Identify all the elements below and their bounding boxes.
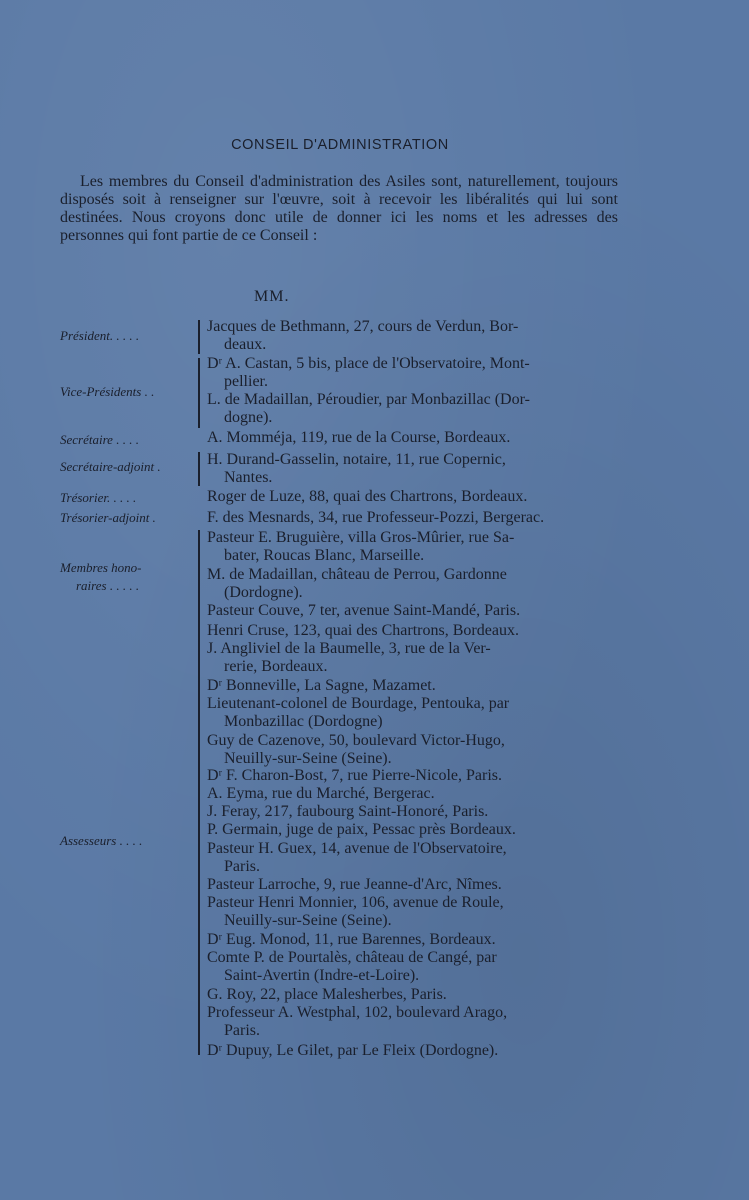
line-bonneville: Dʳ Bonneville, La Sagne, Mazamet.	[207, 677, 436, 694]
line-madaillan-m-cont: (Dordogne).	[224, 584, 303, 601]
line-couve: Pasteur Couve, 7 ter, avenue Saint-Mandé, Paris.	[207, 602, 521, 619]
line-cazenove-cont: Neuilly-sur-Seine (Seine).	[224, 750, 392, 767]
line-angliviel-cont: rerie, Bordeaux.	[224, 658, 328, 675]
brace-president	[198, 320, 200, 354]
label-president: Président. . . . .	[60, 328, 140, 343]
line-angliviel: J. Angliviel de la Baumelle, 3, rue de la Ver-	[207, 640, 491, 657]
line-pourtales: Comte P. de Pourtalès, château de Cangé, par	[207, 949, 497, 966]
line-bourdage: Lieutenant-colonel de Bourdage, Pentouka, par	[207, 695, 510, 712]
brace-secretaire-adjoint	[198, 452, 200, 486]
line-guex: Pasteur H. Guex, 14, avenue de l'Observatoire,	[207, 840, 507, 857]
line-monnier-cont: Neuilly-sur-Seine (Seine).	[224, 912, 392, 929]
line-castan-cont: pellier.	[224, 373, 268, 390]
line-mesnards: F. des Mesnards, 34, rue Professeur-Pozzi, Bergerac.	[207, 509, 545, 526]
line-monnier: Pasteur Henri Monnier, 106, avenue de Roule,	[207, 894, 504, 911]
line-westphal-cont: Paris.	[224, 1022, 260, 1039]
label-tresorier-adjoint: Trésorier-adjoint .	[60, 510, 156, 525]
line-madaillan-m: M. de Madaillan, château de Perrou, Gardonne	[207, 566, 507, 583]
line-bruguiere-cont: bater, Roucas Blanc, Marseille.	[224, 547, 425, 564]
line-madaillan-l: L. de Madaillan, Péroudier, par Monbazillac (Dor-	[207, 391, 530, 408]
mm-heading: MM.	[254, 288, 290, 305]
line-larroche: Pasteur Larroche, 9, rue Jeanne-d'Arc, Nîmes.	[207, 876, 502, 893]
line-westphal: Professeur A. Westphal, 102, boulevard Arago,	[207, 1004, 508, 1021]
line-pourtales-cont: Saint-Avertin (Indre-et-Loire).	[224, 967, 420, 984]
line-roy: G. Roy, 22, place Malesherbes, Paris.	[207, 986, 447, 1003]
line-cazenove: Guy de Cazenove, 50, boulevard Victor-Hugo,	[207, 732, 505, 749]
label-vice-presidents: Vice-Présidents . .	[60, 384, 155, 399]
label-secretaire-adjoint: Secrétaire-adjoint .	[60, 459, 161, 474]
line-eyma: A. Eyma, rue du Marché, Bergerac.	[207, 785, 435, 802]
page-title: CONSEIL D'ADMINISTRATION	[231, 137, 449, 153]
label-assesseurs: Assesseurs . . . .	[60, 833, 143, 848]
intro-text: Les membres du Conseil d'administration des Asiles sont, naturellement, toujours disposés soit à renseigner sur l'œuvre, soit à recevoir les libéralités qui lui sont destinées. Nous croyons donc utile de donner ici les noms et les adresses des personnes qui font partie de ce Conseil :	[60, 173, 618, 244]
line-madaillan-l-cont: dogne).	[224, 409, 273, 426]
label-membres-honoraires-2: raires . . . . .	[76, 578, 140, 593]
line-germain: P. Germain, juge de paix, Pessac près Bordeaux.	[207, 821, 516, 838]
brace-assesseurs	[198, 600, 200, 1055]
line-cruse: Henri Cruse, 123, quai des Chartrons, Bordeaux.	[207, 622, 519, 639]
label-membres-honoraires-1: Membres hono-	[60, 560, 142, 575]
line-bethmann-cont: deaux.	[224, 336, 267, 353]
label-tresorier: Trésorier. . . . .	[60, 490, 137, 505]
line-monod: Dʳ Eug. Monod, 11, rue Barennes, Bordeaux.	[207, 931, 496, 948]
line-bourdage-cont: Monbazillac (Dordogne)	[224, 713, 383, 730]
line-bruguiere: Pasteur E. Bruguière, villa Gros-Mûrier, rue Sa-	[207, 529, 515, 546]
line-castan: Dʳ A. Castan, 5 bis, place de l'Observatoire, Mont-	[207, 355, 530, 372]
label-secretaire: Secrétaire . . . .	[60, 432, 139, 447]
line-charon-bost: Dʳ F. Charon-Bost, 7, rue Pierre-Nicole, Paris.	[207, 767, 503, 784]
line-dupuy: Dʳ Dupuy, Le Gilet, par Le Fleix (Dordogne).	[207, 1042, 499, 1059]
intro-paragraph	[60, 173, 618, 245]
line-durand-gasselin-cont: Nantes.	[224, 469, 273, 486]
line-bethmann: Jacques de Bethmann, 27, cours de Verdun, Bor-	[207, 318, 519, 335]
line-durand-gasselin: H. Durand-Gasselin, notaire, 11, rue Copernic,	[207, 451, 506, 468]
line-guex-cont: Paris.	[224, 858, 260, 875]
line-mommeja: A. Momméja, 119, rue de la Course, Bordeaux.	[207, 429, 511, 446]
line-luze: Roger de Luze, 88, quai des Chartrons, Bordeaux.	[207, 488, 528, 505]
line-feray: J. Feray, 217, faubourg Saint-Honoré, Paris.	[207, 803, 489, 820]
brace-vice-presidents	[198, 358, 200, 428]
